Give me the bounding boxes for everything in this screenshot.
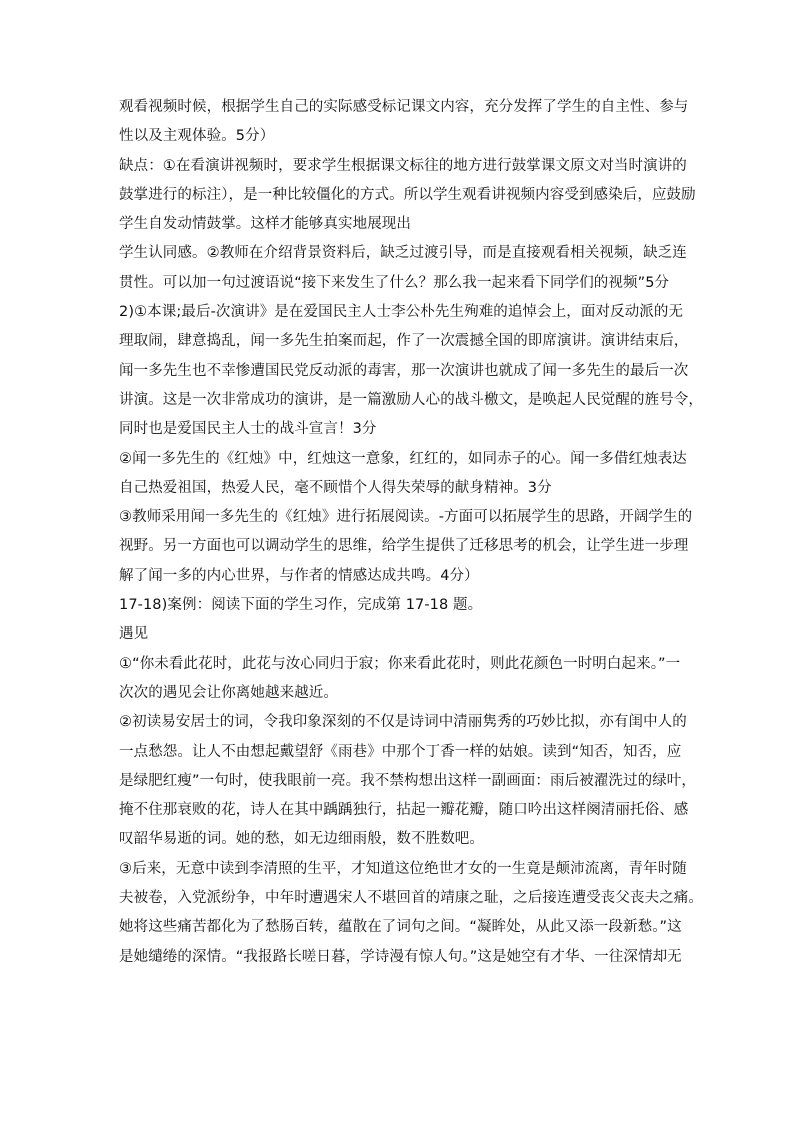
text-line: 同时也是爱国民主人士的战斗宣言！3分: [119, 421, 377, 438]
text-line: 她将这些痛苦都化为了愁肠百转，蕴散在了词句之间。“凝眸处，从此又添一段新愁。”这: [119, 919, 682, 936]
text-line: ①“你未看此花时，此花与汝心同归于寂；你来看此花时，则此花颜色一时明白起来。”一: [119, 655, 681, 672]
text-line: 缺点：①在看演讲视频时，要求学生根据课文标往的地方进行鼓掌课文原文对当时演讲的: [119, 157, 687, 174]
text-line: 解了闻一多的内心世界，与作者的情感达成共鸣。4分）: [119, 567, 479, 584]
text-line: 次次的遇见会让你离她越来越近。: [119, 684, 338, 701]
text-line: ②初读易安居士的词，令我印象深刻的不仅是诗词中清丽隽秀的巧妙比拟，亦有闺中人的: [119, 714, 687, 731]
text-line: 鼓掌进行的标注），是一种比较僵化的方式。所以学生观看讲视频内容受到感染后，应鼓励: [119, 186, 696, 203]
essay-title: 遇见: [119, 626, 149, 643]
text-line: ②闻一多先生的《红烛》中，红烛这一意象，红红的，如同赤子的心。闻一多借红烛表达: [119, 450, 687, 467]
text-line: 掩不住那衰败的花，诗人在其中踽踽独行，拈起一瓣花瓣，随口吟出这样阕清丽托俗、感: [119, 802, 689, 819]
text-line: 观看视频时候，根据学生自己的实际感受标记课文内容，充分发挥了学生的自主性、参与: [119, 99, 689, 115]
text-line: ③后来，无意中读到李清照的生平，才知道这位绝世才女的一生竟是颠沛流离，青年时随: [119, 860, 687, 877]
text-line: 自己热爱祖国，热爱人民，毫不顾惜个人得失荣辱的献身精神。3分: [119, 479, 552, 496]
text-line: 是绿肥红瘦”一句时，使我眼前一亮。我不禁构想出这样一副画面：雨后被濯洗过的绿叶，: [119, 772, 697, 789]
document-page: [119, 93, 703, 972]
text-line: 2)①本课;最后-次演讲》是在爱国民主人士李公朴先生殉难的追悼会上，面对反动派的无: [119, 304, 684, 321]
text-line: 叹韶华易逝的词。她的愁，如无边细雨般，数不胜数吧。: [119, 831, 484, 848]
text-line: 夫被卷，入党派纷争，中年时遭遇宋人不堪回首的靖康之耻，之后接连遭受丧父丧夫之痛。: [119, 890, 703, 907]
text-line: 学生认同感。②教师在介绍背景资料后，缺乏过渡引导，而是直接观看相关视频，缺乏连: [119, 245, 687, 262]
text-line: 视野。另一方面也可以调动学生的思维，给学生提供了迁移思考的机会，让学生进一步理: [119, 538, 689, 555]
text-line: 闻一多先生也不幸惨遭国民党反动派的毒害，那一次演讲也就成了闻一多先生的最后一次: [119, 362, 689, 379]
text-line: 学生自发动情鼓掌。这样才能够真实地展现出: [119, 216, 411, 233]
text-line: 讲演。这是一次非常成功的演讲，是一篇激励人心的战斗檄文，是唤起人民觉醒的旌号令，: [119, 391, 703, 408]
text-line: 是她缱绻的深情。“我报路长嗟日暮，学诗漫有惊人句。”这是她空有才华、一往深情却无: [119, 948, 682, 965]
text-line: 贯性。可以加一句过渡语说“接下来发生了什么？那么我一起来看下同学们的视频”5分: [119, 274, 670, 291]
text-line: 一点愁怨。让人不由想起戴望舒《雨巷》中那个丁香一样的姑娘。读到“知否，知否，应: [119, 743, 682, 760]
text-line: ③教师采用闻一多先生的《红烛》进行拓展阅读。-方面可以拓展学生的思路，开阔学生的: [119, 509, 693, 526]
text-line: 理取闹，肆意捣乱，闻一多先生拍案而起，作了一次震撼全国的即席演讲。演讲结束后，: [119, 333, 689, 350]
text-line: 性以及主观体验。5分）: [119, 128, 275, 145]
section-heading: 17-18)案例：阅读下面的学生习作，完成第 17-18 题。: [119, 597, 483, 614]
